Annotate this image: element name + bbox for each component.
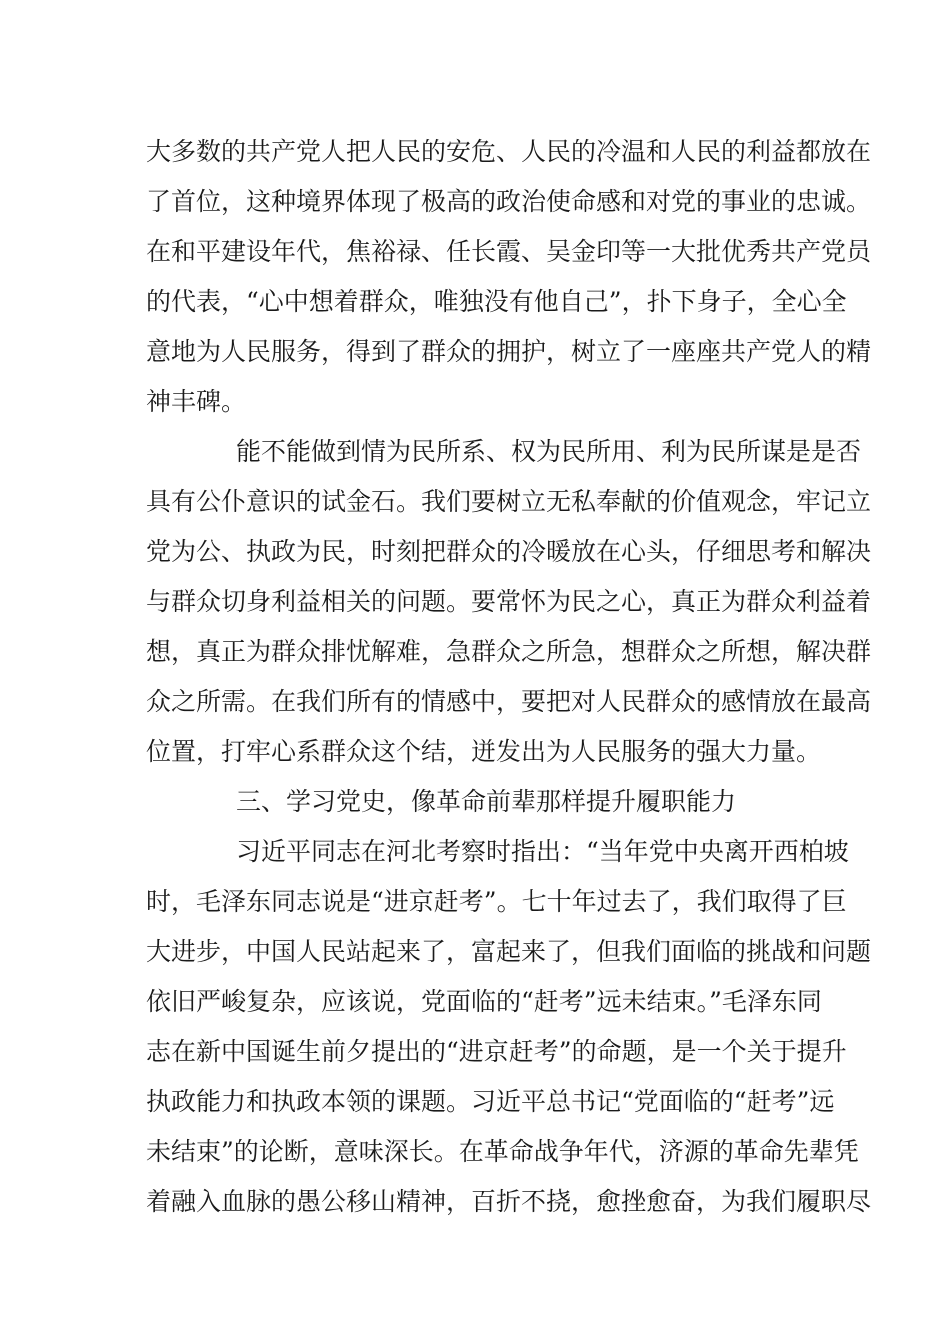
paragraph-end-line: 神丰碑。 — [146, 387, 247, 416]
text-line: 具有公仆意识的试金石。我们要树立无私奉献的价值观念，牢记立 — [146, 487, 872, 516]
text-line: 志在新中国诞生前夕提出的“进京赶考”的命题，是一个关于提升 — [146, 1037, 847, 1066]
text-line: 了首位，这种境界体现了极高的政治使命感和对党的事业的忠诚。 — [146, 187, 872, 216]
text-line: 的代表，“心中想着群众，唯独没有他自己”，扑下身子，全心全 — [146, 287, 847, 316]
text-line: 执政能力和执政本领的课题。习近平总书记“党面临的“赶考”远 — [146, 1087, 835, 1116]
text-line: 想，真正为群众排忧解难，急群众之所急，想群众之所想，解决群 — [146, 637, 872, 666]
text-line: 未结束”的论断，意味深长。在革命战争年代，济源的革命先辈凭 — [146, 1137, 859, 1166]
paragraph-end-line: 位置，打牢心系群众这个结，迸发出为人民服务的强大力量。 — [146, 737, 822, 766]
text-line: 依旧严峻复杂，应该说，党面临的“赶考”远未结束。”毛泽东同 — [146, 987, 822, 1016]
text-line: 大进步，中国人民站起来了，富起来了，但我们面临的挑战和问题 — [146, 937, 872, 966]
paragraph-first-line: 习近平同志在河北考察时指出：“当年党中央离开西柏坡 — [236, 837, 849, 866]
text-line: 党为公、执政为民，时刻把群众的冷暖放在心头，仔细思考和解决 — [146, 537, 872, 566]
section-heading: 三、学习党史，像革命前辈那样提升履职能力 — [236, 787, 737, 816]
text-line: 意地为人民服务，得到了群众的拥护，树立了一座座共产党人的精 — [146, 337, 872, 366]
text-line: 大多数的共产党人把人民的安危、人民的冷温和人民的利益都放在 — [146, 137, 872, 166]
text-line: 着融入血脉的愚公移山精神，百折不挠，愈挫愈奋，为我们履职尽 — [146, 1187, 872, 1216]
paragraph-first-line: 能不能做到情为民所系、权为民所用、利为民所谋是是否 — [236, 437, 862, 466]
text-line: 时，毛泽东同志说是“进京赶考”。七十年过去了，我们取得了巨 — [146, 887, 847, 916]
text-line: 与群众切身利益相关的问题。要常怀为民之心，真正为群众利益着 — [146, 587, 872, 616]
text-line: 在和平建设年代，焦裕禄、任长霞、吴金印等一大批优秀共产党员 — [146, 237, 872, 266]
text-line: 众之所需。在我们所有的情感中，要把对人民群众的感情放在最高 — [146, 687, 872, 716]
